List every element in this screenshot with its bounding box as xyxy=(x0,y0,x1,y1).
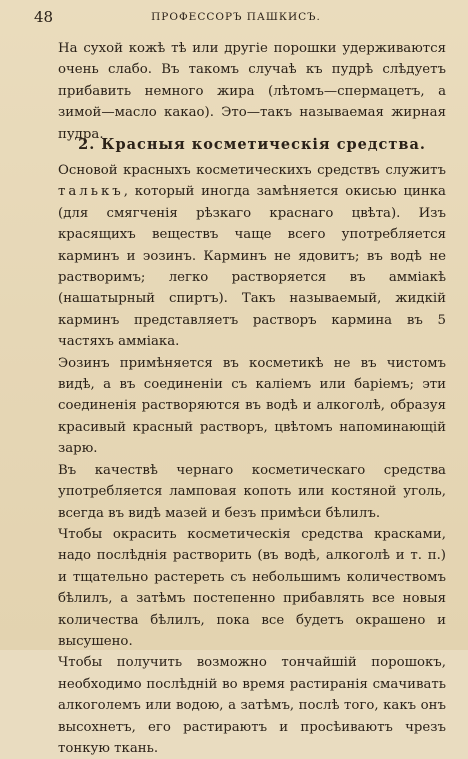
intro-paragraph: На сухой кожѣ тѣ или другіе порошки удерживаются очень слабо. Въ такомъ случаѣ къ пудрѣ слѣдуетъ прибавить немного жира (лѣтомъ—спермацетъ, а зимой—масло какао). Это—такъ называемая жирная пудра. xyxy=(58,41,446,142)
paragraph-powder: Чтобы получить возможно тончайшій порошокъ, необходимо послѣдній во время растиранія смачивать алкоголемъ или водою, а затѣмъ, послѣ того, какъ онъ высохнетъ, его растираютъ и просѣиваютъ чрезъ тонкую ткань. xyxy=(58,655,446,756)
page-number: 48 xyxy=(34,8,54,26)
section-heading: 2. Красныя косметическія средства. xyxy=(78,136,426,153)
paragraph-coloring: Чтобы окрасить косметическія средства красками, надо послѣднія растворить (въ водѣ, алкоголѣ и т. п.) и тщательно растереть съ небольшимъ количествомъ бѣлилъ, а затѣмъ постепенно прибавлять все новыя количества бѣлилъ, пока все будетъ окрашено и высушено. xyxy=(58,526,446,649)
paragraph-eosin: Эозинъ примѣняется въ косметикѣ не въ чистомъ видѣ, а въ соединеніи съ каліемъ или баріемъ; эти соединенія растворяются въ водѣ и алкоголѣ, образуя красивый красный растворъ, цвѣтомъ напоминающій зарю. xyxy=(58,355,446,457)
paragraph-talc-rest: , который иногда замѣняется окисью цинка (для смягченія рѣзкаго краснаго цвѣта). Изъ красящихъ веществъ чаще всего употребляется карминъ и эозинъ. Карминъ не ядовитъ; въ водѣ не растворимъ; легко растворяется въ амміакѣ (нашатырный спиртъ). Такъ называемый, жидкій карминъ представляетъ растворъ кармина въ 5 частяхъ амміака. xyxy=(58,184,446,350)
page-header xyxy=(34,6,438,28)
running-title: ПРОФЕССОРЪ ПАШКИСЪ. xyxy=(151,11,321,23)
paragraph-talc-start: Основой красныхъ косметическихъ средствъ служитъ xyxy=(58,163,446,178)
intro-block xyxy=(58,38,446,145)
body-text xyxy=(58,160,446,759)
talc-term: талькъ xyxy=(58,184,124,200)
paragraph-talc xyxy=(58,160,446,353)
paragraph-black: Въ качествѣ чернаго косметическаго средства употребляется ламповая копоть или костяной уголь, всегда въ видѣ мазей и безъ примѣси бѣлилъ. xyxy=(58,462,446,521)
